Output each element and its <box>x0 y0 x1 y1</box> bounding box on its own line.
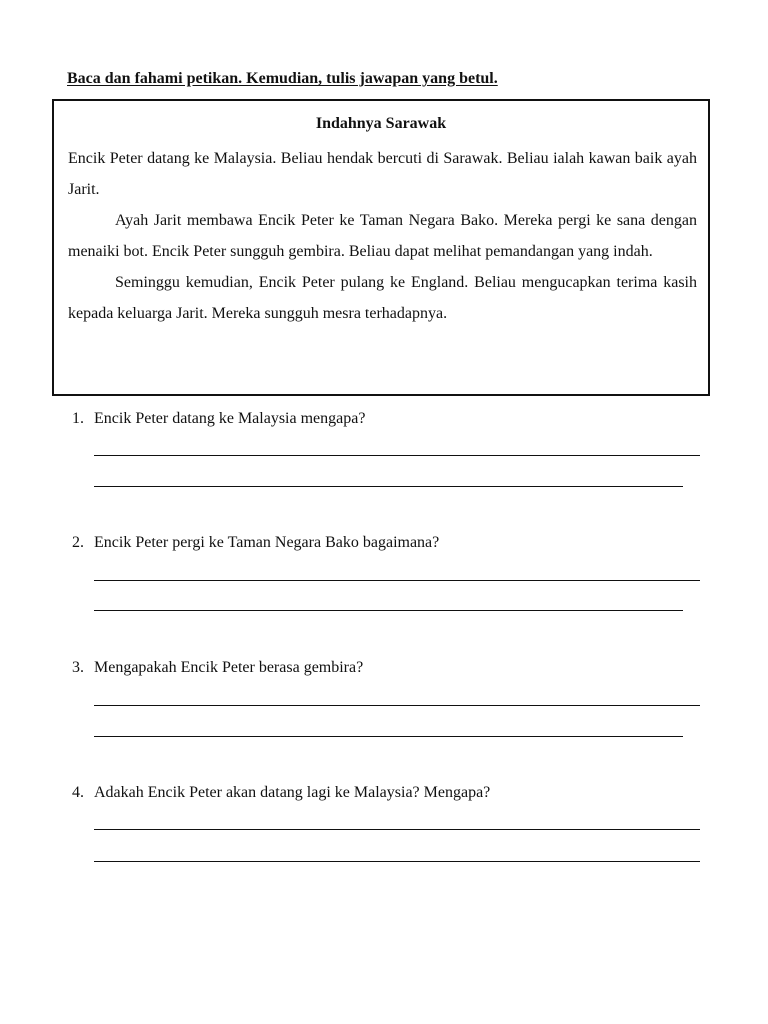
question-4 <box>72 784 490 802</box>
question-3-text: Mengapakah Encik Peter berasa gembira? <box>94 659 364 676</box>
question-4-text: Adakah Encik Peter akan datang lagi ke Malaysia? Mengapa? <box>94 784 491 801</box>
answer-line-2b[interactable] <box>94 610 683 611</box>
passage-paragraph-2: Ayah Jarit membawa Encik Peter ke Taman Negara Bako. Mereka pergi ke sana dengan menaiki bot. Encik Peter sungguh gembira. Beliau dapat melihat pemandangan yang indah. <box>68 212 697 260</box>
question-2-text: Encik Peter pergi ke Taman Negara Bako bagaimana? <box>94 534 440 551</box>
answer-line-1b[interactable] <box>94 486 683 487</box>
passage-body <box>68 143 697 329</box>
question-1 <box>72 410 365 428</box>
question-3 <box>72 659 363 677</box>
passage-title: Indahnya Sarawak <box>315 115 447 132</box>
passage-box <box>52 99 710 396</box>
question-1-number: 1. <box>72 410 84 427</box>
answer-line-3a[interactable] <box>94 705 700 706</box>
passage-paragraph-3: Seminggu kemudian, Encik Peter pulang ke England. Beliau mengucapkan terima kasih kepada keluarga Jarit. Mereka sungguh mesra terhadapnya. <box>68 274 697 322</box>
answer-line-3b[interactable] <box>94 736 683 737</box>
answer-line-4b[interactable] <box>94 861 700 862</box>
question-3-number: 3. <box>72 659 84 676</box>
answer-line-4a[interactable] <box>94 829 700 830</box>
answer-line-1a[interactable] <box>94 455 700 456</box>
question-4-number: 4. <box>72 784 84 801</box>
passage-paragraph-1: Encik Peter datang ke Malaysia. Beliau hendak bercuti di Sarawak. Beliau ialah kawan baik ayah Jarit. <box>68 150 697 198</box>
answer-line-2a[interactable] <box>94 580 700 581</box>
question-2 <box>72 534 439 552</box>
question-1-text: Encik Peter datang ke Malaysia mengapa? <box>94 410 366 427</box>
worksheet-instruction: Baca dan fahami petikan. Kemudian, tulis jawapan yang betul. <box>67 70 498 87</box>
question-2-number: 2. <box>72 534 84 551</box>
